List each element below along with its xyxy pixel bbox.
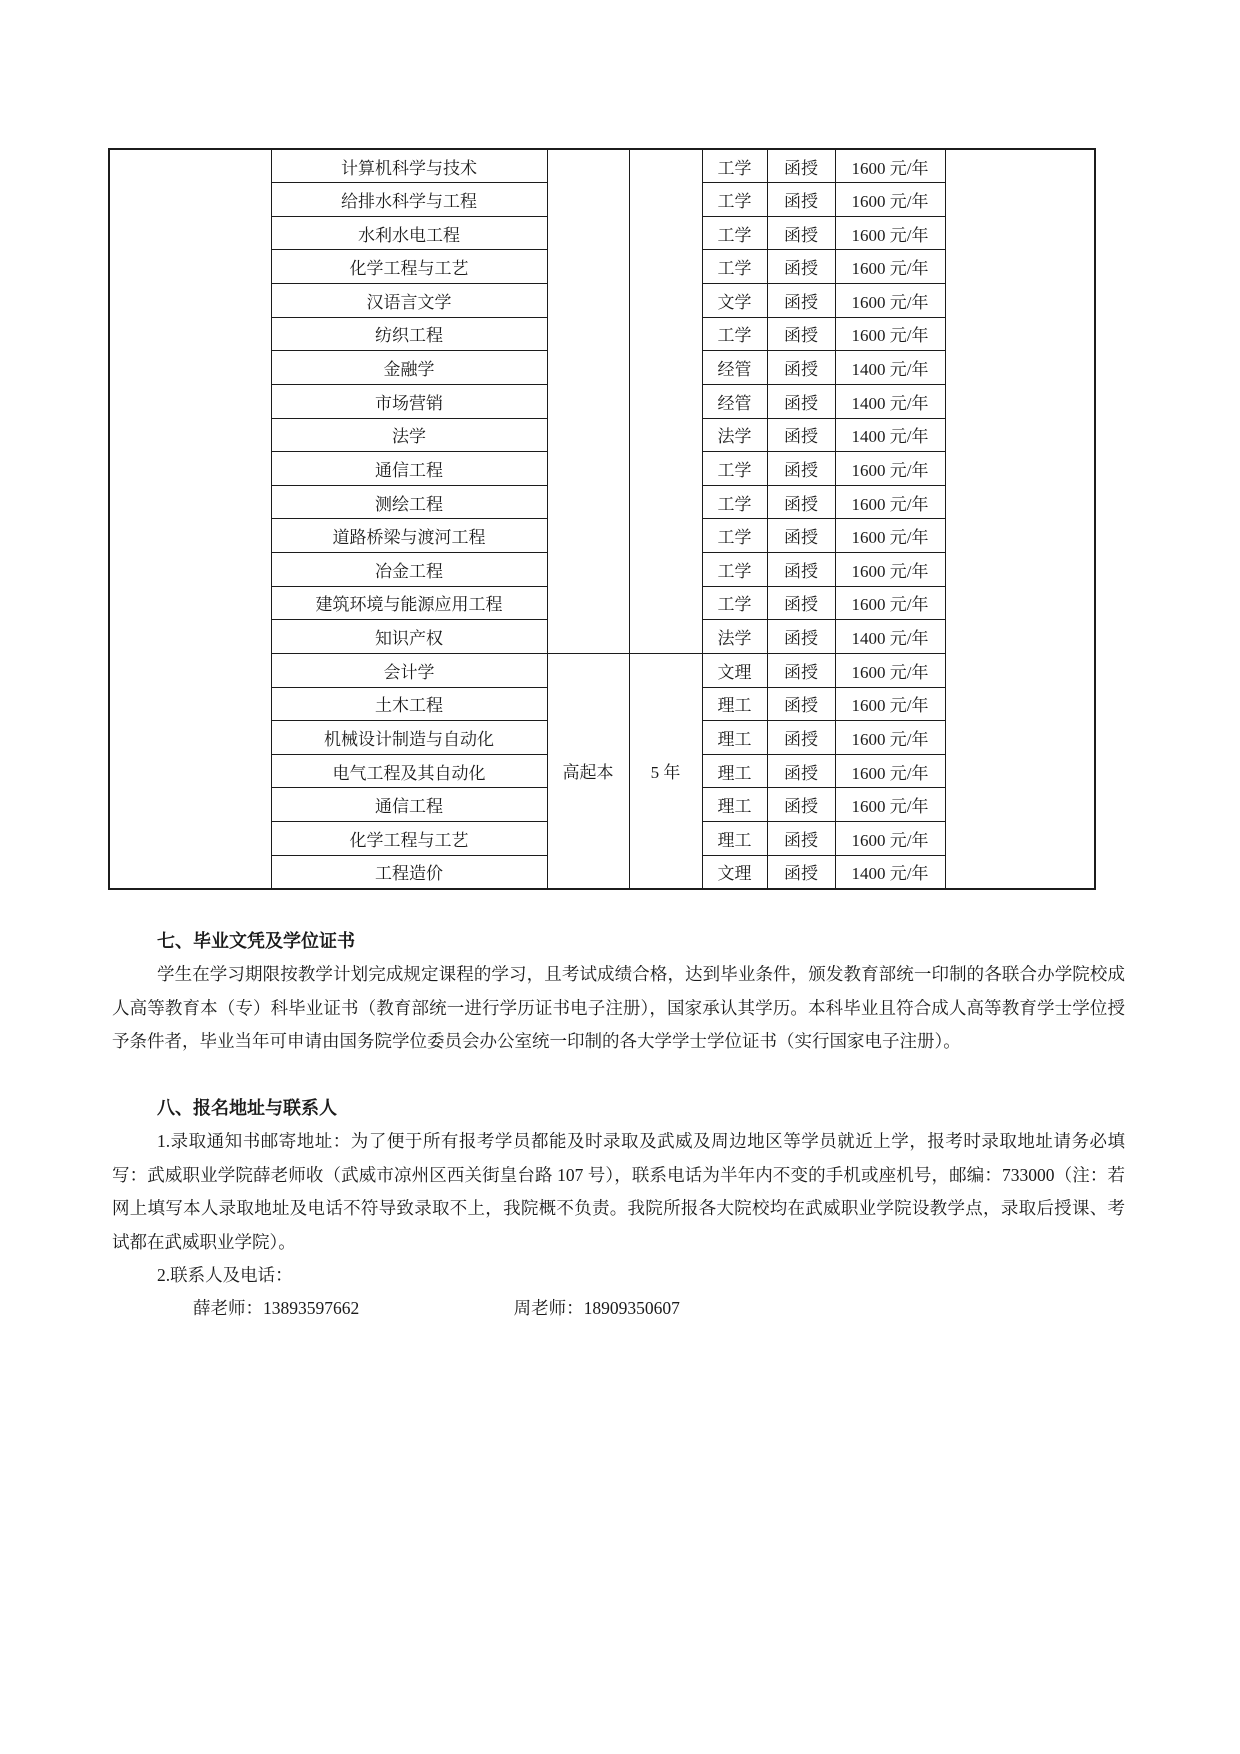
duration-cell: 5 年 [629,653,702,888]
program-cell: 纺织工程 [271,317,547,351]
tuition-cell: 1600 元/年 [835,653,945,687]
contact-xue [193,1298,359,1318]
category-cell: 工学 [702,519,767,553]
category-cell: 理工 [702,721,767,755]
tuition-cell: 1600 元/年 [835,284,945,318]
tuition-cell: 1600 元/年 [835,452,945,486]
program-cell: 机械设计制造与自动化 [271,721,547,755]
tuition-cell: 1400 元/年 [835,384,945,418]
program-cell: 电气工程及其自动化 [271,754,547,788]
tuition-cell: 1600 元/年 [835,788,945,822]
tuition-cell: 1600 元/年 [835,553,945,587]
section-8-heading: 八、报名地址与联系人 [157,1098,337,1119]
study-form-cell: 函授 [767,754,835,788]
category-cell: 理工 [702,788,767,822]
table-row [109,149,1095,183]
study-form-cell: 函授 [767,822,835,856]
program-cell: 通信工程 [271,452,547,486]
tuition-cell: 1600 元/年 [835,822,945,856]
program-cell: 水利水电工程 [271,216,547,250]
contact-phone: 18909350607 [583,1298,680,1319]
study-form-cell: 函授 [767,620,835,654]
contacts-label-line: 2.联系人及电话： [157,1265,293,1286]
study-form-cell: 函授 [767,519,835,553]
category-cell: 理工 [702,687,767,721]
program-cell: 金融学 [271,351,547,385]
tuition-cell: 1400 元/年 [835,855,945,889]
tuition-cell: 1600 元/年 [835,317,945,351]
program-cell: 道路桥梁与渡河工程 [271,519,547,553]
tuition-cell: 1600 元/年 [835,754,945,788]
program-cell: 冶金工程 [271,553,547,587]
study-form-cell: 函授 [767,183,835,217]
category-cell: 工学 [702,250,767,284]
tuition-cell: 1400 元/年 [835,351,945,385]
category-cell: 工学 [702,317,767,351]
category-cell: 文理 [702,653,767,687]
category-cell: 文学 [702,284,767,318]
study-form-cell: 函授 [767,418,835,452]
study-form-cell: 函授 [767,250,835,284]
tuition-cell: 1600 元/年 [835,721,945,755]
category-cell: 工学 [702,149,767,183]
study-form-cell: 函授 [767,284,835,318]
category-cell: 法学 [702,620,767,654]
category-cell: 文理 [702,855,767,889]
tuition-cell: 1600 元/年 [835,519,945,553]
category-cell: 经管 [702,384,767,418]
tuition-cell: 1600 元/年 [835,687,945,721]
contacts-line [112,1292,1125,1325]
program-cell: 知识产权 [271,620,547,654]
right-spacer-cell [945,149,1095,889]
study-form-cell: 函授 [767,721,835,755]
category-cell: 法学 [702,418,767,452]
study-form-cell: 函授 [767,586,835,620]
duration-cell [629,149,702,653]
left-spacer-cell [109,149,271,889]
study-form-cell: 函授 [767,149,835,183]
category-cell: 工学 [702,183,767,217]
program-cell: 工程造价 [271,855,547,889]
study-form-cell: 函授 [767,553,835,587]
category-cell: 工学 [702,553,767,587]
study-form-cell: 函授 [767,653,835,687]
study-form-cell: 函授 [767,351,835,385]
study-form-cell: 函授 [767,855,835,889]
study-form-cell: 函授 [767,788,835,822]
study-form-cell: 函授 [767,452,835,486]
contact-name: 薛老师： [193,1298,263,1319]
program-cell: 化学工程与工艺 [271,250,547,284]
tuition-cell: 1400 元/年 [835,418,945,452]
tuition-cell: 1600 元/年 [835,250,945,284]
tuition-cell: 1600 元/年 [835,149,945,183]
contact-zhou [514,1298,680,1318]
study-form-cell: 函授 [767,485,835,519]
tuition-cell: 1600 元/年 [835,216,945,250]
tuition-cell: 1600 元/年 [835,485,945,519]
category-cell: 工学 [702,586,767,620]
program-cell: 市场营销 [271,384,547,418]
program-cell: 给排水科学与工程 [271,183,547,217]
section-7-paragraph: 学生在学习期限按教学计划完成规定课程的学习，且考试成绩合格，达到毕业条件，颁发教育部统一印制的各联合办学院校成人高等教育本（专）科毕业证书（教育部统一进行学历证书电子注册），国家承认其学历。本科毕业且符合成人高等教育学士学位授予条件者，毕业当年可申请由国务院学位委员会办公室统一印制的各大学学士学位证书（实行国家电子注册）。 [112,964,1125,1052]
program-cell: 会计学 [271,653,547,687]
study-form-cell: 函授 [767,384,835,418]
program-cell: 汉语言文学 [271,284,547,318]
study-form-cell: 函授 [767,216,835,250]
study-form-cell: 函授 [767,317,835,351]
category-cell: 工学 [702,452,767,486]
contact-phone: 13893597662 [263,1298,360,1319]
program-cell: 通信工程 [271,788,547,822]
program-cell: 化学工程与工艺 [271,822,547,856]
study-form-cell: 函授 [767,687,835,721]
tuition-cell: 1400 元/年 [835,620,945,654]
tuition-cell: 1600 元/年 [835,183,945,217]
body-text [112,925,1125,1326]
program-cell: 计算机科学与技术 [271,149,547,183]
category-cell: 工学 [702,216,767,250]
category-cell: 工学 [702,485,767,519]
level-cell: 高起本 [547,653,629,888]
category-cell: 理工 [702,754,767,788]
program-cell: 建筑环境与能源应用工程 [271,586,547,620]
program-cell: 测绘工程 [271,485,547,519]
section-7-heading: 七、毕业文凭及学位证书 [157,931,355,951]
tuition-cell: 1600 元/年 [835,586,945,620]
category-cell: 理工 [702,822,767,856]
category-cell: 经管 [702,351,767,385]
contact-name: 周老师： [513,1298,584,1319]
program-cell: 法学 [271,418,547,452]
program-cell: 土木工程 [271,687,547,721]
programs-table [108,148,1096,890]
section-8-paragraph: 1.录取通知书邮寄地址：为了便于所有报考学员都能及时录取及武威及周边地区等学员就近上学，报考时录取地址请务必填写：武威职业学院薛老师收（武威市凉州区西关街皇台路 107 号），联系电话为半年内不变的手机或座机号，邮编：733000（注：若网上填写本人录取地址及电话不符导致录取不上，我院概不负责。我院所报各大院校均在武威职业学院设教学点，录取后授课、考试都在武威职业学院）。 [112,1131,1125,1252]
level-cell [547,149,629,653]
